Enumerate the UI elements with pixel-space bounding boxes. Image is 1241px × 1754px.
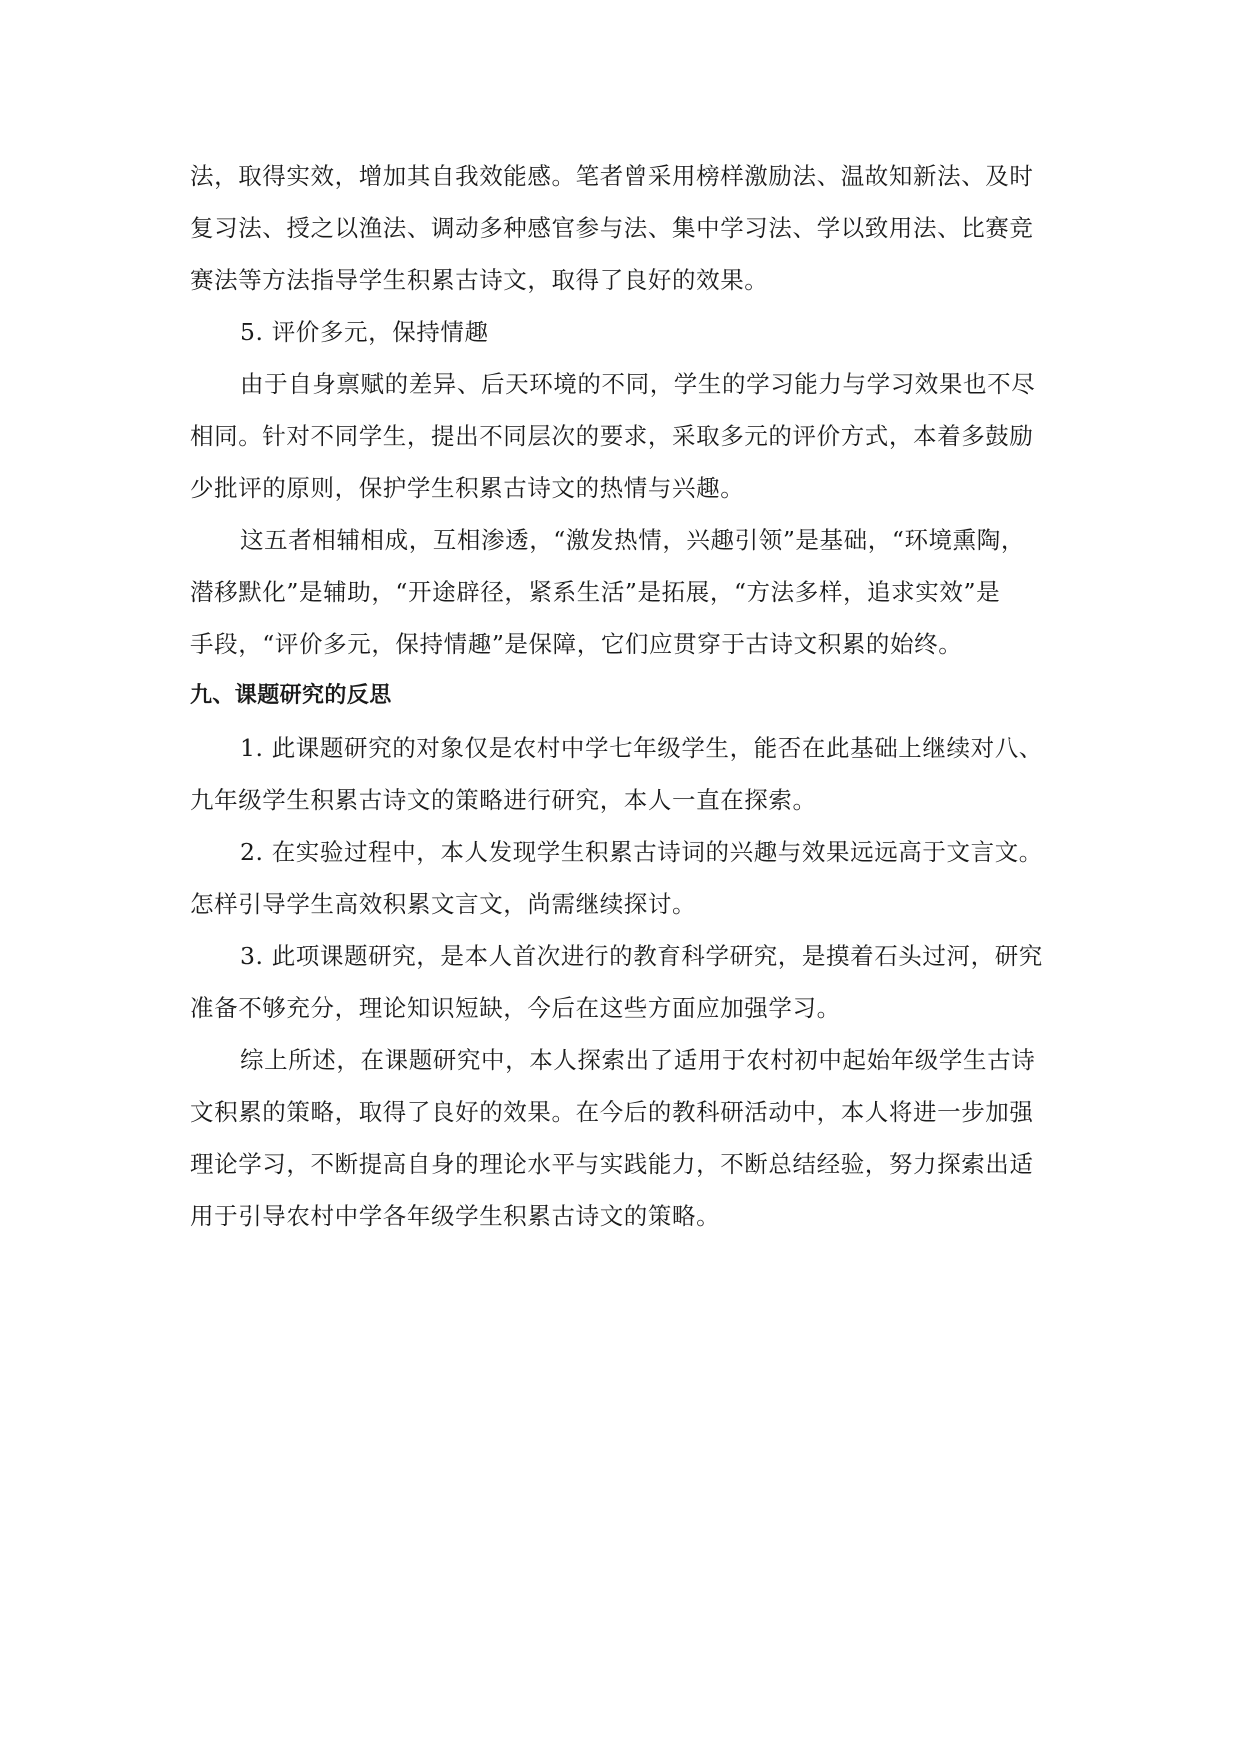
subheading-5: 5. 评价多元，保持情趣 [240,318,489,346]
paragraph-line: 赛法等方法指导学生积累古诗文，取得了良好的效果。 [190,266,769,294]
paragraph-line: 这五者相辅相成，互相渗透，“激发热情，兴趣引领”是基础，“环境熏陶， [240,526,1025,554]
paragraph-line: 潜移默化”是辅助，“开途辟径，紧系生活”是拓展，“方法多样，追求实效”是 [190,578,1001,606]
paragraph-line: 少批评的原则，保护学生积累古诗文的热情与兴趣。 [190,474,745,502]
list-item-line: 怎样引导学生高效积累文言文，尚需继续探讨。 [190,890,697,918]
list-item-line: 九年级学生积累古诗文的策略进行研究，本人一直在探索。 [190,786,817,814]
paragraph-line: 法，取得实效，增加其自我效能感。笔者曾采用榜样激励法、温故知新法、及时 [190,162,1034,190]
list-item-line: 3. 此项课题研究，是本人首次进行的教育科学研究，是摸着石头过河，研究 [240,942,1043,970]
list-item-line: 2. 在实验过程中，本人发现学生积累古诗词的兴趣与效果远远高于文言文。 [240,838,1043,866]
paragraph-line: 理论学习，不断提高自身的理论水平与实践能力，不断总结经验，努力探索出适 [190,1150,1034,1178]
paragraph-line: 相同。针对不同学生，提出不同层次的要求，采取多元的评价方式，本着多鼓励 [190,422,1034,450]
list-item-line: 准备不够充分，理论知识短缺，今后在这些方面应加强学习。 [190,994,841,1022]
paragraph-line: 综上所述，在课题研究中，本人探索出了适用于农村初中起始年级学生古诗 [240,1046,1036,1074]
paragraph-line: 用于引导农村中学各年级学生积累古诗文的策略。 [190,1202,721,1230]
paragraph-line: 复习法、授之以渔法、调动多种感官参与法、集中学习法、学以致用法、比赛竞 [190,214,1034,242]
paragraph-line: 手段，“评价多元，保持情趣”是保障，它们应贯穿于古诗文积累的始终。 [190,630,963,658]
section-heading: 九、课题研究的反思 [190,683,392,708]
paragraph-line: 文积累的策略，取得了良好的效果。在今后的教科研活动中，本人将进一步加强 [190,1098,1034,1126]
list-item-line: 1. 此课题研究的对象仅是农村中学七年级学生，能否在此基础上继续对八、 [240,734,1043,762]
paragraph-line: 由于自身禀赋的差异、后天环境的不同，学生的学习能力与学习效果也不尽 [240,370,1036,398]
